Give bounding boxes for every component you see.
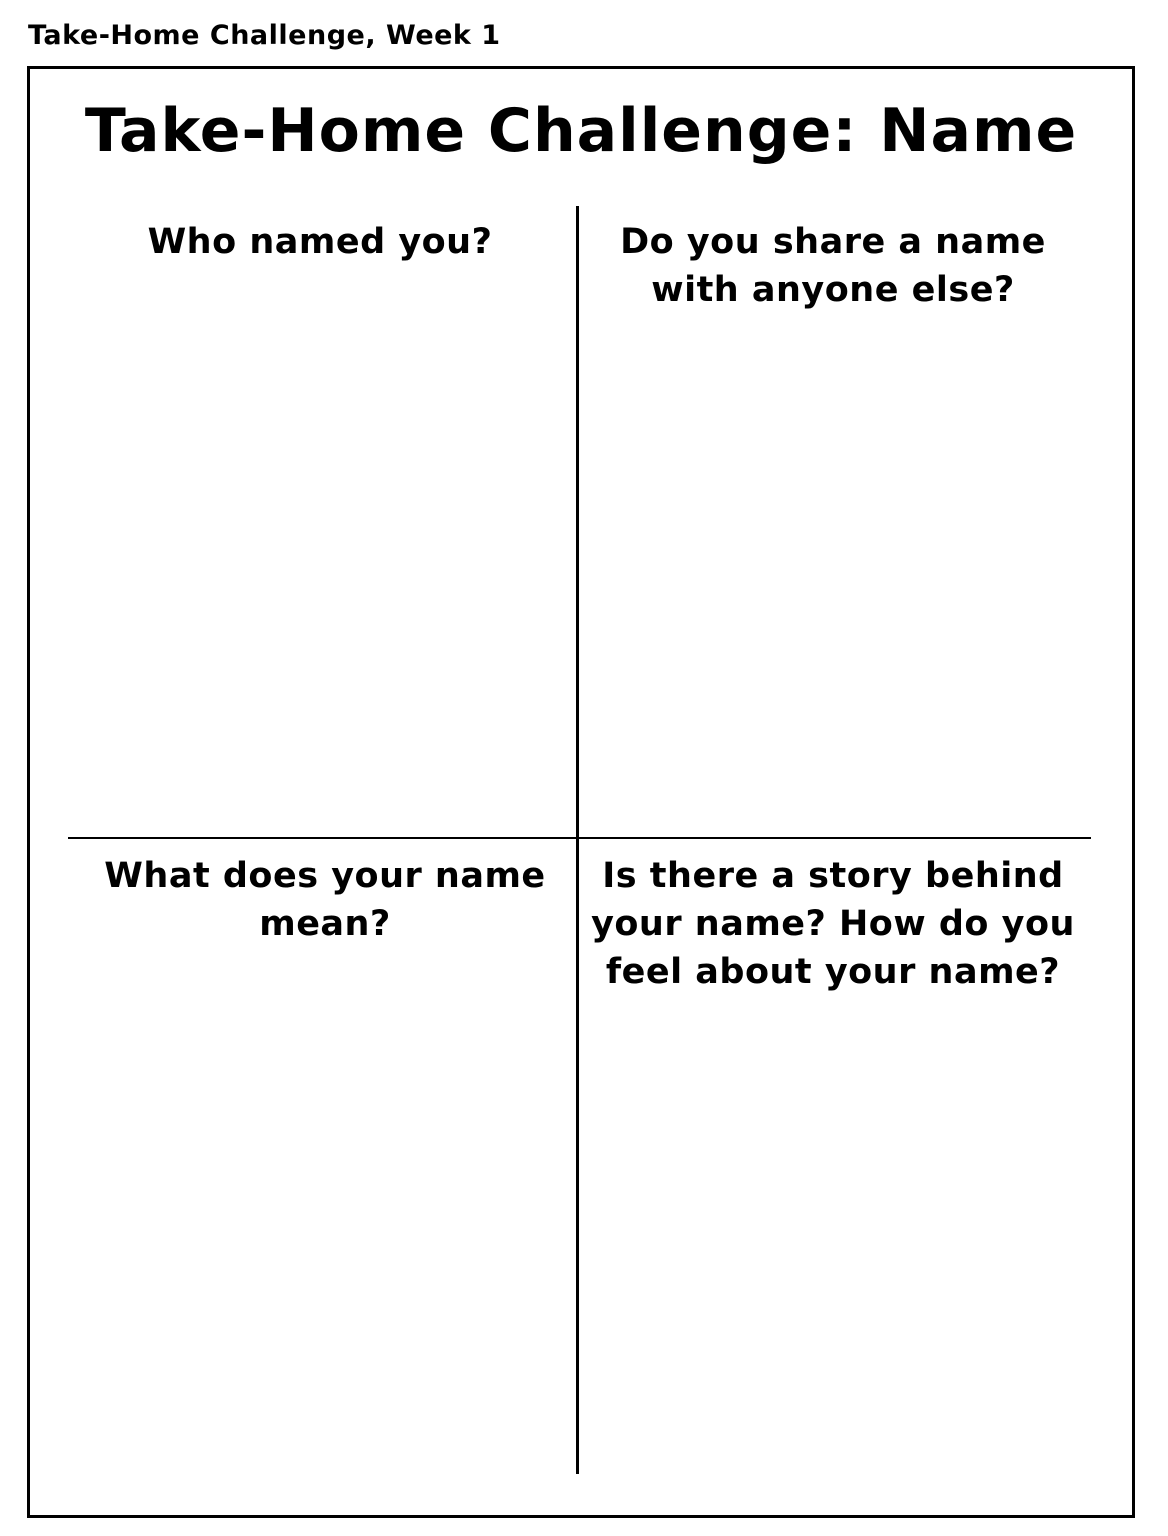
worksheet-title: Take-Home Challenge: Name xyxy=(84,96,1078,166)
header-label: Take-Home Challenge, Week 1 xyxy=(28,20,501,51)
answer-area-share-name[interactable] xyxy=(584,320,1084,830)
horizontal-divider xyxy=(68,837,1091,839)
prompt-share-name: Do you share a name with anyone else? xyxy=(620,222,1046,310)
answer-area-who-named-you[interactable] xyxy=(70,320,570,830)
prompt-name-story: Is there a story behind your name? How do you feel about your name? xyxy=(591,856,1075,992)
prompt-who-named-you: Who named you? xyxy=(147,222,493,262)
prompt-name-meaning: What does your name mean? xyxy=(104,856,546,944)
answer-area-name-story[interactable] xyxy=(584,1010,1084,1460)
vertical-divider xyxy=(576,206,579,1474)
answer-area-name-meaning[interactable] xyxy=(70,960,570,1460)
